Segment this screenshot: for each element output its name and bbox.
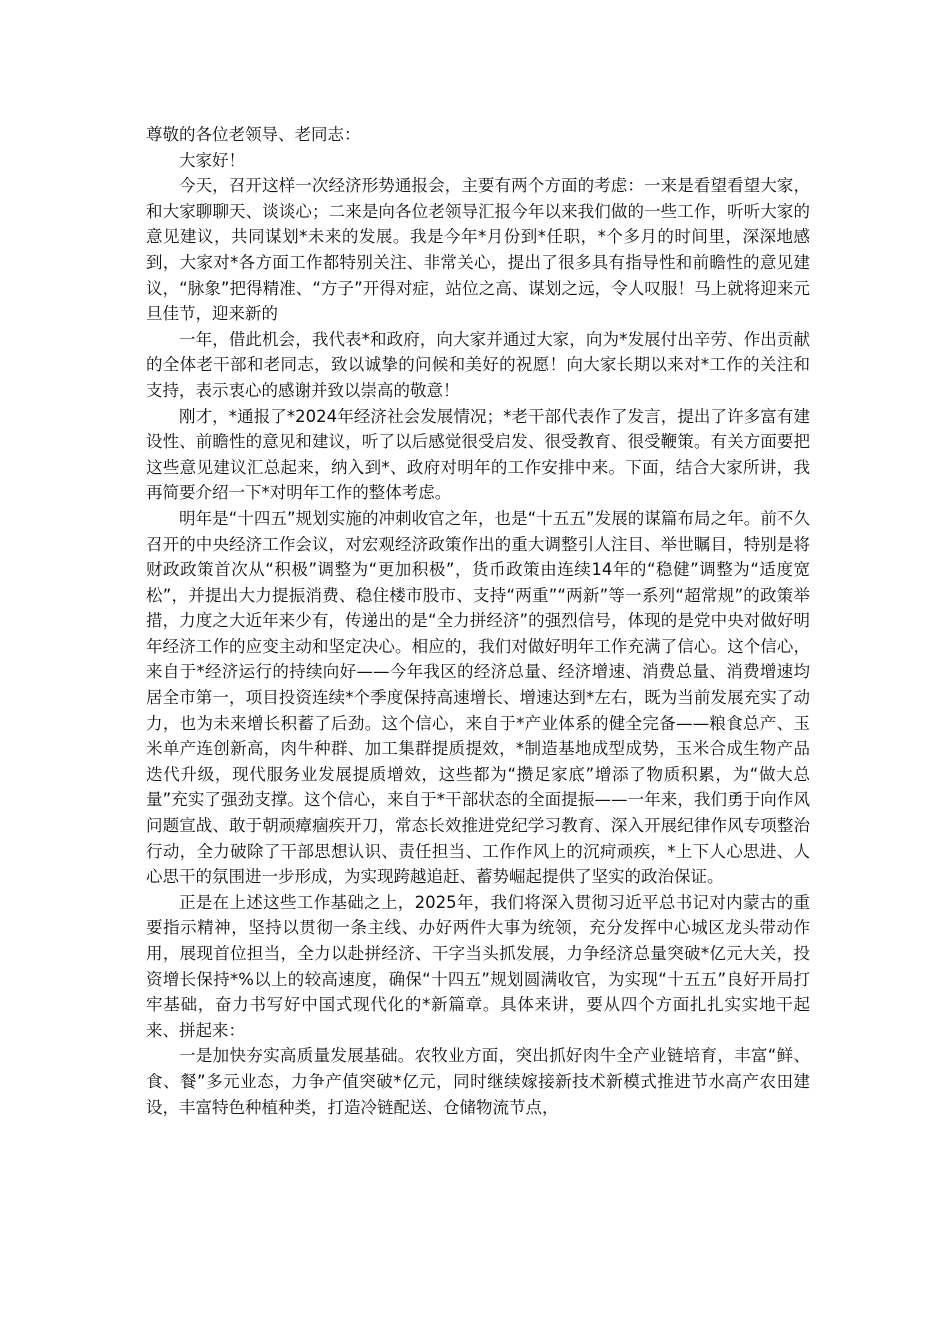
paragraph-2025-plan: 正是在上述这些工作基础之上，2025年，我们将深入贯彻习近平总书记对内蒙古的重要指示精神，坚持以贯彻一条主线、办好两件大事为统领，充分发挥中心城区龙头带动作用，展现首位担当，全力以赴拼经济、干字当头抓发展，力争经济总量突破*亿元大关，投资增长保持*%以上的较高速度，确保“十四五”规划圆满收官，为实现“十五五”良好开局打牢基础，奋力书写好中国式现代化的*新篇章。具体来讲，要从四个方面扎扎实实地干起来、拼起来： <box>146 892 810 1040</box>
greeting: 大家好！ <box>179 150 245 170</box>
paragraph-intro: 今天，召开这样一次经济形势通报会，主要有两个方面的考虑：一来是看望看望大家，和大家聊聊天、谈谈心；二来是向各位老领导汇报今年以来我们做的一些工作，听听大家的意见建议，共同谋划*未来的发展。我是今年*月份到*任职，*个多月的时间里，深深地感到，大家对*各方面工作都特别关注、非常关心，提出了很多具有指导性和前瞻性的意见建议，“脉象”把得精准、“方子”开得对症，站位之高、谋划之远，令人叹服！马上就将迎来元旦佳节，迎来新的 <box>146 176 810 324</box>
salutation: 尊敬的各位老领导、老同志： <box>146 125 361 144</box>
paragraph-new-year: 一年，借此机会，我代表*和政府，向大家并通过大家，向为*发展付出辛劳、作出贡献的全体老干部和老同志，致以诚挚的问候和美好的祝愿！向大家长期以来对*工作的关注和支持，表示衷心的感谢并致以崇高的敬意！ <box>146 329 810 400</box>
paragraph-feedback: 刚才，*通报了*2024年经济社会发展情况；*老干部代表作了发言，提出了许多富有建设性、前瞻性的意见和建议，听了以后感觉很受启发、很受教育、很受鞭策。有关方面要把这些意见建议汇总起来，纳入到*、政府对明年的工作安排中来。下面，结合大家所讲，我再简要介绍一下*对明年工作的整体考虑。 <box>146 406 810 503</box>
document-page <box>146 122 810 1120</box>
paragraph-outlook: 明年是“十四五”规划实施的冲刺收官之年，也是“十五五”发展的谋篇布局之年。前不久召开的中央经济工作会议，对宏观经济政策作出的重大调整引人注目、举世瞩目，特别是将财政政策首次从“积极”调整为“更加积极”，货币政策由连续14年的“稳健”调整为“适度宽松”，并提出大力提振消费、稳住楼市股市、支持“两重”“两新”等一系列“超常规”的政策举措，力度之大近年来少有，传递出的是“全力拼经济”的强烈信号，体现的是党中央对做好明年经济工作的应变主动和坚定决心。相应的，我们对做好明年工作充满了信心。这个信心，来自于*经济运行的持续向好——今年我区的经济总量、经济增速、消费总量、消费增速均居全市第一，项目投资连续*个季度保持高速增长、增速达到*左右，既为当前发展充实了动力，也为未来增长积蓄了后劲。这个信心，来自于*产业体系的健全完备——粮食总产、玉米单产连创新高，肉牛种群、加工集群提质提效，*制造基地成型成势，玉米合成生物产品迭代升级，现代服务业发展提质增效，这些都为“攒足家底”增添了物质积累，为“做大总量”充实了强劲支撑。这个信心，来自于*干部状态的全面提振——一年来，我们勇于向作风问题宣战、敢于朝顽瘴痼疾开刀，常态长效推进党纪学习教育、深入开展纪律作风专项整治行动，全力破除了干部思想认识、责任担当、工作作风上的沉疴顽疾，*上下人心思进、人心思干的氛围进一步形成，为实现跨越追赶、蓄势崛起提供了坚实的政治保证。 <box>146 508 810 887</box>
paragraph-point-one: 一是加快夯实高质量发展基础。农牧业方面，突出抓好肉牛全产业链培育，丰富“鲜、食、餐”多元业态，力争产值突破*亿元，同时继续嫁接新技术新模式推进节水高产农田建设，丰富特色种植种类，打造冷链配送、仓储物流节点， <box>146 1046 810 1117</box>
